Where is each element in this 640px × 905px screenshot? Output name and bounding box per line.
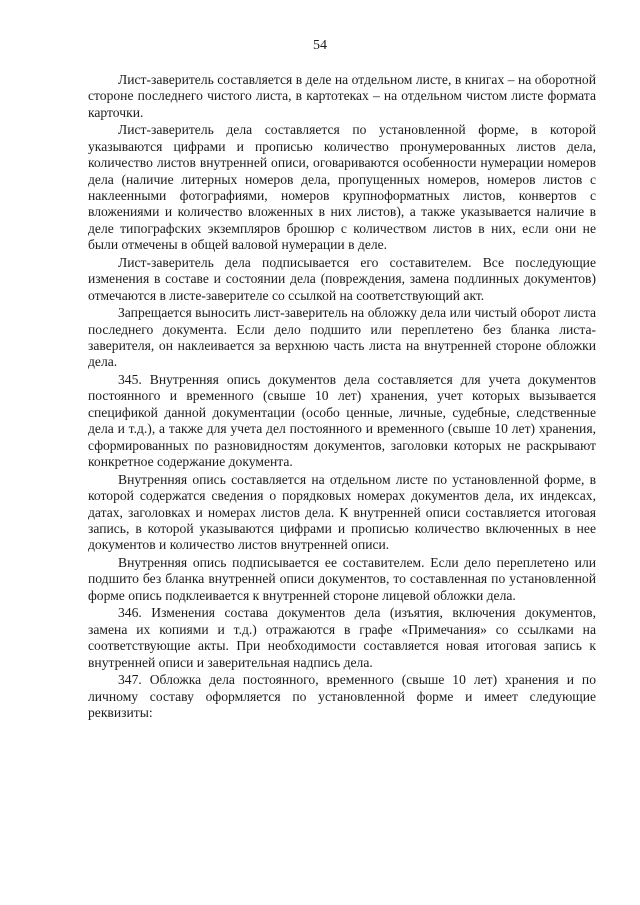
paragraph-list-zaveritel-signature: Лист-заверитель дела подписывается его составителем. Все последующие изменения в составе и состоянии дела (повреждения, замена подлинных документов) отмечаются в листе-заверителе со ссылкой на соответствующий акт. bbox=[88, 254, 596, 303]
paragraph-internal-inventory-signature: Внутренняя опись подписывается ее составителем. Если дело переплетено или подшито без бланка внутренней описи документов, то составленная по установленной форме опись подклеивается к внутренней стороне лицевой обложки дела. bbox=[88, 554, 596, 603]
paragraph-346-composition-changes: 346. Изменения состава документов дела (изъятия, включения документов, замена их копиями и т.д.) отражаются в графе «Примечания» со ссылками на соответствующие акты. При необходимости составляется новая итоговая запись к внутренней описи и заверительная надпись дела. bbox=[88, 605, 596, 670]
paragraph-internal-inventory-form: Внутренняя опись составляется на отдельном листе по установленной форме, в которой содержатся сведения о порядковых номерах документов дела, их индексах, датах, заголовках и номерах листов дела. К внутренней описи составляется итоговая запись, в которой указываются цифрами и прописью количество включенных в нее документов и количество листов внутренней описи. bbox=[88, 471, 596, 553]
page-number: 54 bbox=[313, 38, 327, 53]
paragraph-347-case-cover: 347. Обложка дела постоянного, временного (свыше 10 лет) хранения и по личному составу оформляется по установленной форме и имеет следующие реквизиты: bbox=[88, 672, 596, 720]
paragraph-345-internal-inventory: 345. Внутренняя опись документов дела составляется для учета документов постоянного и временного (свыше 10 лет) хранения, учет которых вызывается спецификой данной документации (особо ценные, личные, судебные, следственные дела и т.д.), а также для учета дел постоянного и временного (свыше 10 лет) хранения, сформированных по разновидностям документов, заголовки которых не раскрывают конкретное содержание документа. bbox=[88, 372, 596, 470]
paragraph-list-zaveritel-prohibition: Запрещается выносить лист-заверитель на обложку дела или чистый оборот листа последнего документа. Если дело подшито или переплетено без бланка листа-заверителя, он наклеивается за верхнюю часть листа на внутренней стороне обложки дела. bbox=[88, 305, 596, 370]
paragraph-list-zaveritel-form: Лист-заверитель дела составляется по установленной форме, в которой указываются цифрами и прописью количество пронумерованных листов дела, количество листов внутренней описи, оговариваются особенности нумерации номеров дела (наличие литерных номеров дела, пропущенных номеров, номеров листов с наклеенными фотографиями, номеров крупноформатных листов, конвертов с вложениями и количество вложенных в них листов), а также указывается наличие в деле типографских экземпляров брошюр с количеством листов в них, если они не были отмечены в общей валовой нумерации в деле. bbox=[88, 122, 596, 253]
paragraph-list-zaveritel-placement: Лист-заверитель составляется в деле на отдельном листе, в книгах – на оборотной стороне последнего чистого листа, в картотеках – на отдельном чистом листе формата карточки. bbox=[88, 72, 596, 120]
document-body bbox=[88, 72, 596, 721]
